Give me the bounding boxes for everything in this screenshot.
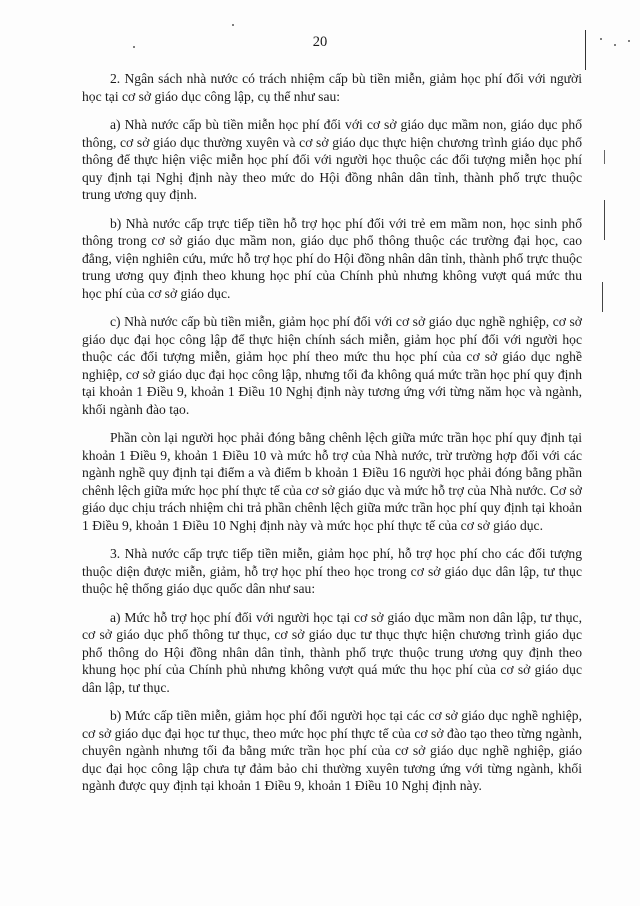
paragraph-clause-2: 2. Ngân sách nhà nước có trách nhiệm cấp bù tiền miễn, giảm học phí đối với người học tại cơ sở giáo dục công lập, cụ thể như sau: <box>82 71 582 104</box>
scan-speck <box>614 44 616 46</box>
scan-edge-mark <box>585 30 586 70</box>
scan-edge-mark <box>602 282 603 312</box>
paragraph-clause-2a: a) Nhà nước cấp bù tiền miễn học phí đối với cơ sở giáo dục mầm non, giáo dục phổ thông, cơ sở giáo dục thường xuyên và cơ sở giáo dục thực hiện chương trình giáo dục phổ thông để thực hiện việc miễn học phí đối với người học thuộc các đối tượng miễn học phí quy định tại Nghị định này theo mức do Hội đồng nhân dân tỉnh, thành phố trực thuộc trung ương quy định. <box>82 117 582 202</box>
page-number: 20 <box>312 34 328 50</box>
scan-speck <box>600 38 602 40</box>
scan-speck <box>133 46 135 48</box>
paragraph-clause-2c: c) Nhà nước cấp bù tiền miễn, giảm học phí đối với cơ sở giáo dục nghề nghiệp, cơ sở giáo dục đại học công lập để thực hiện chính sách miễn, giảm học phí đối với người học thuộc các đối tượng miễn, giảm học phí theo mức thu học phí của cơ sở giáo dục nghề nghiệp, cơ sở giáo dục đại học công lập, nhưng tối đa không quá mức trần học phí quy định tại khoản 1 Điều 9, khoản 1 Điều 10 Nghị định này tương ứng với từng năm học và ngành, khối ngành đào tạo. <box>82 314 582 417</box>
scan-edge-mark <box>604 200 605 240</box>
scan-edge-mark <box>604 150 605 164</box>
paragraph-remainder: Phần còn lại người học phải đóng bằng chênh lệch giữa mức trần học phí quy định tại khoản 1 Điều 9, khoản 1 Điều 10 và mức hỗ trợ của Nhà nước, trừ trường hợp đối với các ngành nghề quy định tại điểm a và điểm b khoản 1 Điều 16 người học phải đóng bằng phần chênh lệch giữa mức học phí thực tế của cơ sở giáo dục và mức hỗ trợ của Nhà nước. Cơ sở giáo dục chịu trách nhiệm chi trả phần chênh lệch giữa mức trần học phí quy định tại khoản 1 Điều 9, khoản 1 Điều 10 Nghị định này và mức học phí thực tế của cơ sở giáo dục. <box>82 430 582 533</box>
scan-speck <box>232 24 234 26</box>
paragraph-clause-2b: b) Nhà nước cấp trực tiếp tiền hỗ trợ học phí đối với trẻ em mầm non, học sinh phổ thông trong cơ sở giáo dục mầm non, giáo dục phổ thông thuộc các trường đại học, cao đẳng, viện nghiên cứu, mức hỗ trợ học phí do Hội đồng nhân dân tỉnh, thành phố trực thuộc trung ương quy định theo khung học phí của Chính phủ nhưng không vượt quá mức thu học phí của cơ sở giáo dục. <box>82 215 582 301</box>
paragraph-clause-3: 3. Nhà nước cấp trực tiếp tiền miễn, giảm học phí, hỗ trợ học phí cho các đối tượng thuộc diện được miễn, giảm, hỗ trợ học phí theo học trong cơ sở giáo dục dân lập, tư thục thuộc hệ thống giáo dục quốc dân như sau: <box>82 546 582 596</box>
paragraph-clause-3a: a) Mức hỗ trợ học phí đối với người học tại cơ sở giáo dục mầm non dân lập, tư thục, cơ sở giáo dục phổ thông tư thục, cơ sở giáo dục tư thục thực hiện chương trình giáo dục phổ thông do Hội đồng nhân dân tỉnh, thành phố trực thuộc trung ương quy định theo khung học phí của Chính phủ nhưng không vượt quá mức thu học phí của cơ sở giáo dục dân lập, tư thục. <box>82 609 582 695</box>
document-body <box>82 70 582 806</box>
scan-speck <box>628 40 630 42</box>
paragraph-clause-3b: b) Mức cấp tiền miễn, giảm học phí đối người học tại các cơ sở giáo dục nghề nghiệp, cơ sở giáo dục đại học tư thục, theo mức học phí thực tế của cơ sở đào tạo theo từng ngành, chuyên ngành nhưng tối đa bằng mức trần học phí của cơ sở giáo dục nghề nghiệp, giáo dục đại học công lập chưa tự đảm bảo chi thường xuyên tương ứng với từng ngành, khối ngành được quy định tại khoản 1 Điều 9, khoản 1 Điều 10 Nghị định này. <box>82 708 582 793</box>
